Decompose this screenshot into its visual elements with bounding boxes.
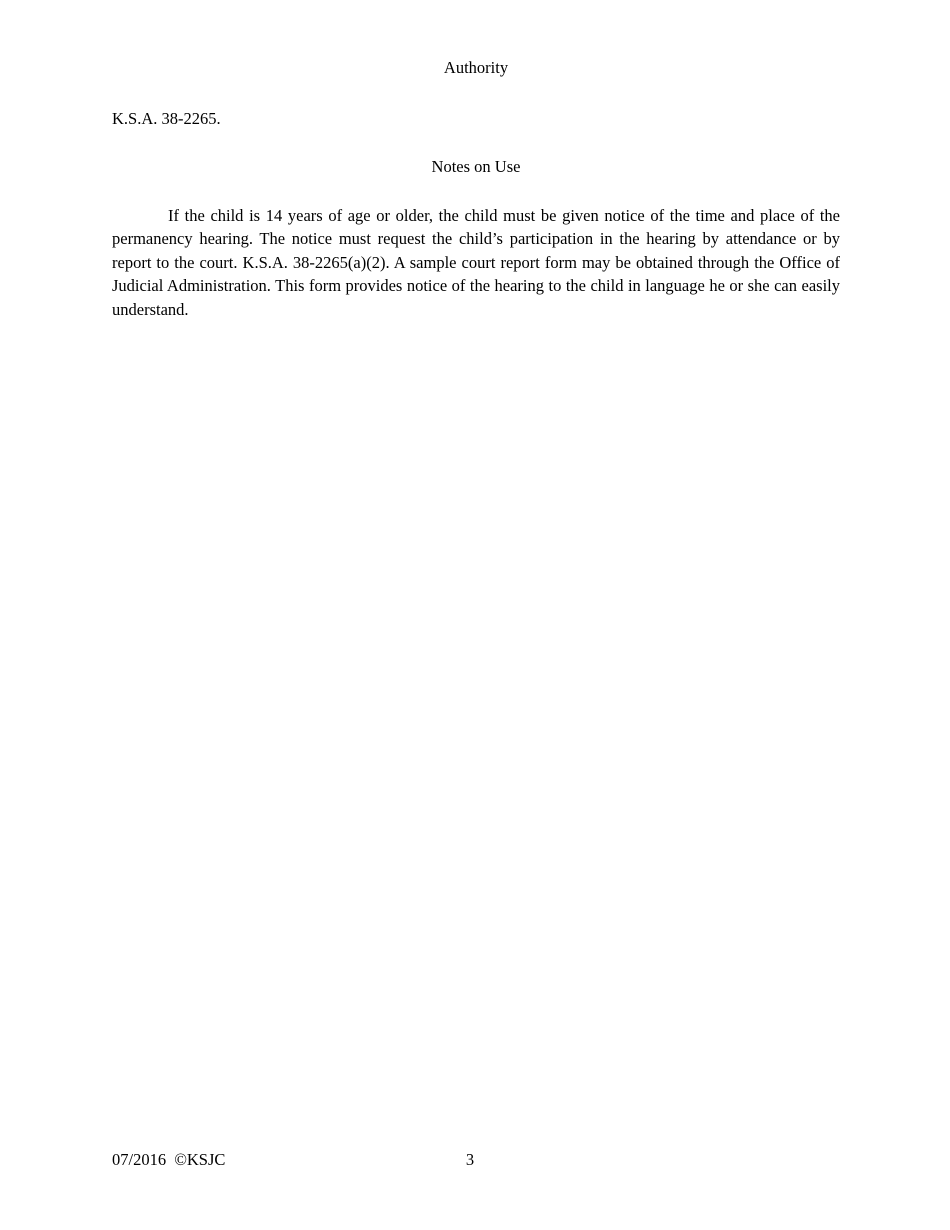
footer-date-copyright: 07/2016 ©KSJC: [112, 1150, 226, 1169]
statute-citation: K.S.A. 38-2265.: [112, 108, 221, 128]
notes-on-use-paragraph: If the child is 14 years of age or older, the child must be given notice of the time and place of the permanency hearing. The notice must request the child’s participation in the hearing by attendance or by report to the court. K.S.A. 38-2265(a)(2). A sample court report form may be obtained through the Office of Judicial Administration. This form provides notice of the hearing to the child in language he or she can easily understand.: [112, 206, 840, 319]
notes-on-use-heading: Notes on Use: [431, 156, 521, 176]
footer-page-number: 3: [465, 1150, 475, 1169]
page-footer: [112, 1150, 840, 1170]
document-body: [112, 0, 840, 321]
authority-heading: Authority: [443, 58, 509, 77]
footer-inner: [112, 1150, 840, 1170]
